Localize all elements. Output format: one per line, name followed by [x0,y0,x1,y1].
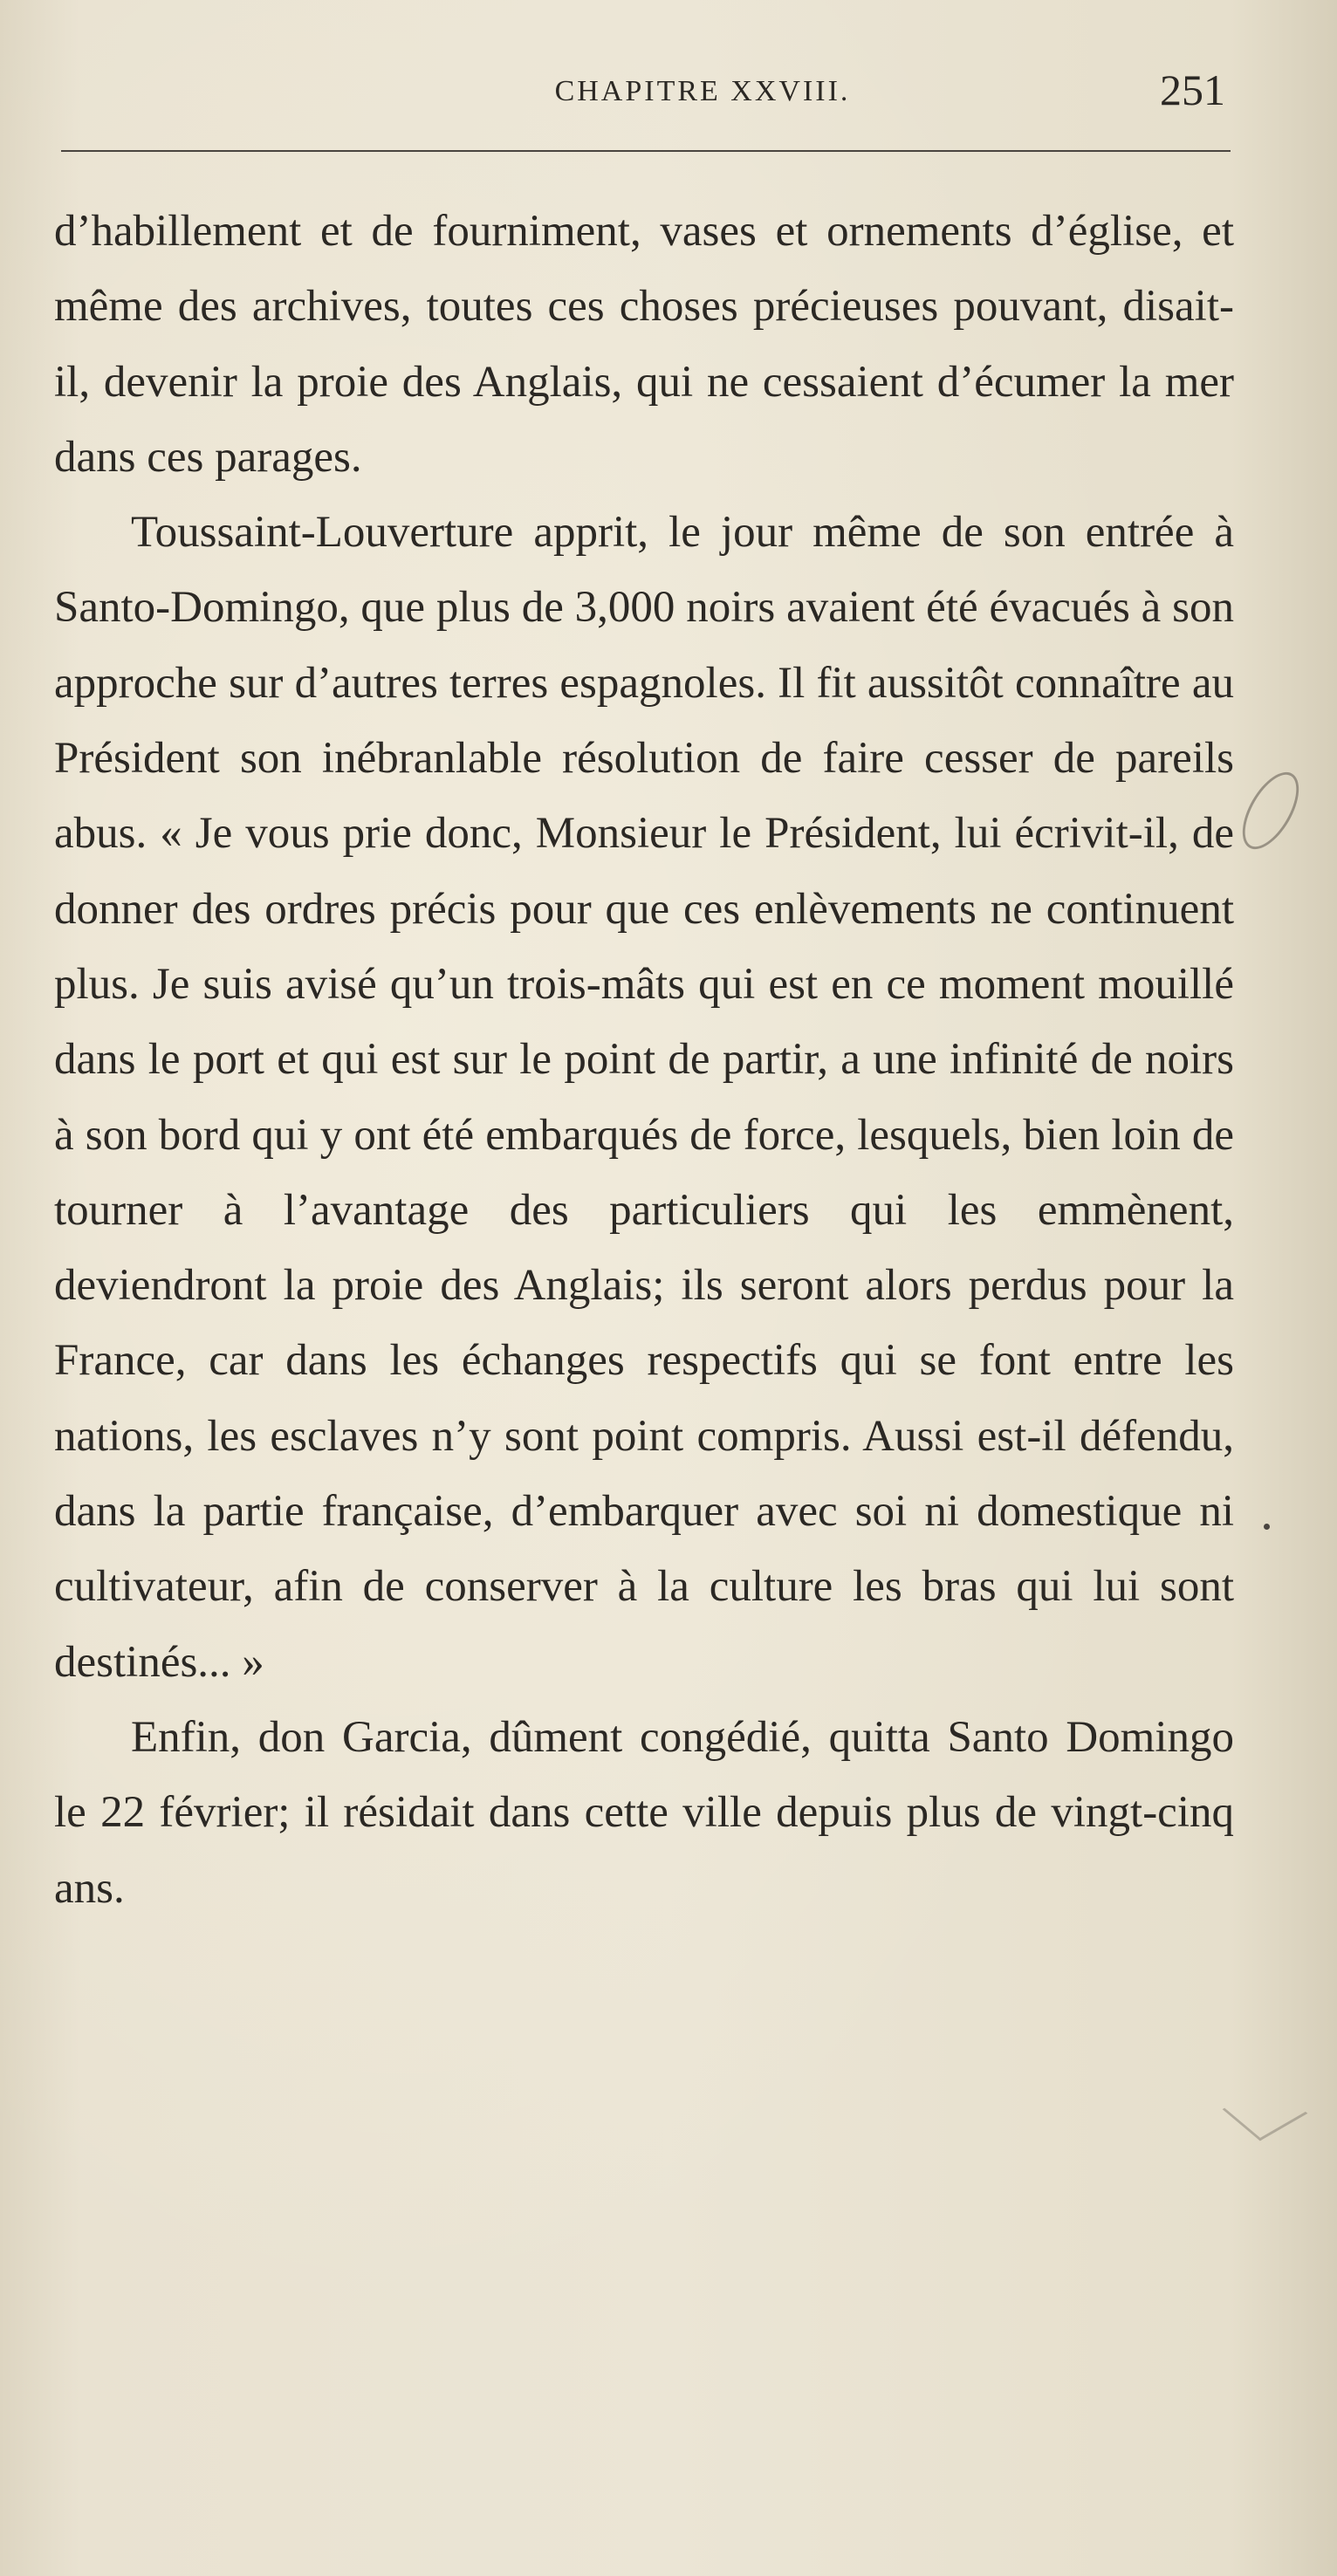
page-number: 251 [1160,65,1225,114]
pencil-circle-mark [1231,764,1311,859]
header-rule [61,150,1231,152]
paragraph-continuation: d’habillement et de fourniment, vases et ornements d’église, et même des archives, toutes ces choses précieuses pouvant, disait-il, devenir la proie des Anglais, qui ne cessaient d’écumer la mer dans ces parages. [54,207,1234,482]
paragraph-toussaint: Toussaint-Louverture apprit, le jour même de son entrée à Santo-Domingo, que plus de 3,000 noirs avaient été évacués à son approche sur d’autres terres espagnoles. Il fit aussitôt connaître au Président son inébranlable résolution de faire cesser de pareils abus. « Je vous prie donc, Monsieur le Président, lui écrivit-il, de donner des ordres précis pour que ces enlèvements ne continuent plus. Je suis avisé qu’un trois-mâts qui est en ce moment mouillé dans le port et qui est sur le point de partir, a une infinité de noirs à son bord qui y ont été embarqués de force, lesquels, bien loin de tourner à l’avantage des particuliers qui les emmènent, deviendront la proie des Anglais; ils seront alors perdus pour la France, car dans les échanges respectifs qui se font entre les nations, les esclaves n’y sont point compris. Aussi est-il défendu, dans la partie française, d’embarquer avec soi ni domestique ni cultivateur, afin de conserver à la culture les bras qui lui sont destinés... » [54,508,1234,1687]
body-text [54,194,1234,1926]
page-header [61,65,1231,129]
pencil-tick-mark [1223,2082,1308,2141]
ink-dot-mark [1264,1524,1270,1530]
running-head: CHAPITRE XXVIII. [554,75,851,107]
paragraph-don-garcia: Enfin, don Garcia, dûment congédié, quitta Santo Domingo le 22 février; il résidait dans cette ville depuis plus de vingt-cinq ans. [54,1712,1234,1913]
